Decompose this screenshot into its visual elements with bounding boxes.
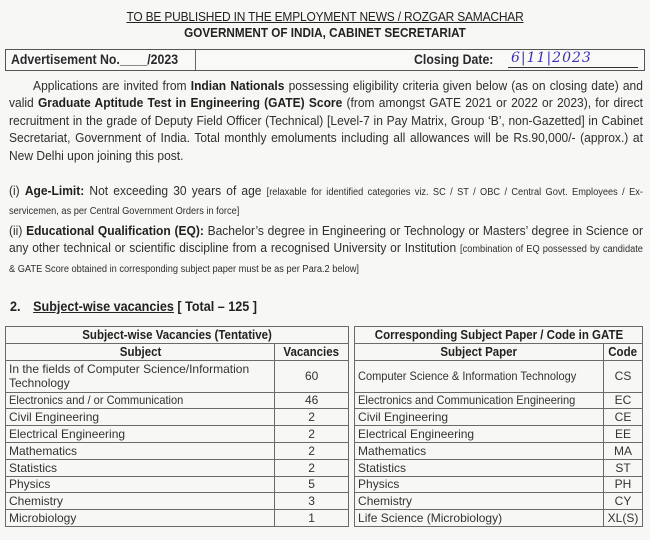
age-limit-paragraph [9, 182, 643, 221]
education-note: [combination of EQ possessed by candidate & GATE Score obtained in corresponding subject paper must be as per Para.2 below] [9, 244, 643, 275]
cell-subject: Statistics [6, 459, 275, 476]
intro-text-1: Applications are invited from [33, 78, 191, 93]
section-total: [ Total – 125 ] [173, 298, 257, 314]
vacancies-table [5, 326, 643, 527]
cell-subject: Microbiology [6, 510, 275, 527]
cell-vacancies: 3 [275, 493, 349, 510]
cell-subject: Electronics and / or Communication [6, 392, 275, 409]
advertisement-box [5, 49, 645, 71]
cell-vacancies: 2 [275, 426, 349, 443]
cell-code: EE [603, 426, 642, 443]
age-limit-label: Age-Limit: [24, 183, 85, 198]
cell-code: PH [603, 476, 642, 493]
cell-code: MA [603, 442, 642, 459]
cell-vacancies: 46 [275, 392, 349, 409]
table-row [6, 426, 643, 443]
cell-subject-paper: Physics [355, 476, 604, 493]
closing-date-underline [508, 67, 638, 68]
intro-paragraph [9, 77, 643, 164]
column-header-subject: Subject [6, 343, 275, 360]
education-number: (ii) [9, 223, 27, 238]
cell-subject-paper: Mathematics [355, 442, 604, 459]
table-row [6, 442, 643, 459]
cell-vacancies: 1 [275, 510, 349, 527]
column-header-subject-paper: Subject Paper [355, 343, 604, 360]
cell-vacancies: 60 [275, 360, 349, 392]
intro-bold-nationals: Indian Nationals [190, 78, 285, 93]
cell-subject-paper: Civil Engineering [355, 409, 604, 426]
publication-header: TO BE PUBLISHED IN THE EMPLOYMENT NEWS / ROZGAR SAMACHAR [126, 9, 524, 24]
age-limit-note: [relaxable for identified categories viz. SC / ST / OBC / Central Govt. Employees / Ex-servicemen, as per Central Government Orders in force] [9, 187, 643, 218]
cell-subject: Chemistry [6, 493, 275, 510]
cell-code: CY [603, 493, 642, 510]
cell-code: ST [603, 459, 642, 476]
table-group-header-row [6, 327, 643, 344]
table-row [6, 459, 643, 476]
intro-text-2: possessing eligibility criteria given below (as on closing date) and valid [9, 78, 643, 111]
section-title: Subject-wise vacancies [33, 298, 174, 314]
table-header-row [6, 343, 643, 360]
table-row [6, 476, 643, 493]
advertisement-number: Advertisement No.____/2023 [11, 51, 179, 67]
section-2-heading [10, 298, 257, 314]
cell-vacancies: 5 [275, 476, 349, 493]
section-number: 2. [10, 298, 21, 314]
table-row [6, 392, 643, 409]
education-label: Educational Qualification (EQ): [26, 223, 204, 238]
cell-subject-paper: Computer Science & Information Technology [355, 360, 604, 392]
age-limit-number: (i) [9, 183, 25, 198]
intro-text-3: (from amongst GATE 2021 or 2022 or 2023), for direct recruitment in the grade of Deputy Field Officer (Technical) [Level-7 in Pay Matrix, Group ‘B’, non-Gazetted] in Cabinet Secretariat, Government of India. Total monthly emoluments including all allowances will be Rs.90,000/- (approx.) at New Delhi upon joining this post. [9, 95, 643, 163]
table-row [6, 493, 643, 510]
cell-subject-paper: Chemistry [355, 493, 604, 510]
cell-subject-paper: Life Science (Microbiology) [355, 510, 604, 527]
cell-subject-paper: Electronics and Communication Engineering [355, 392, 604, 409]
cell-vacancies: 2 [275, 459, 349, 476]
cell-subject: Physics [6, 476, 275, 493]
department-header: GOVERNMENT OF INDIA, CABINET SECRETARIAT [184, 25, 466, 40]
cell-subject: Mathematics [6, 442, 275, 459]
table-row [6, 409, 643, 426]
intro-bold-gate: Graduate Aptitude Test in Engineering (GATE) Score [37, 95, 343, 111]
group-header-vacancies: Subject-wise Vacancies (Tentative) [6, 327, 349, 344]
cell-subject-paper: Electrical Engineering [355, 426, 604, 443]
advertisement-number-cell [6, 50, 196, 70]
cell-vacancies: 2 [275, 442, 349, 459]
column-header-code: Code [603, 343, 642, 360]
cell-subject-paper: Statistics [355, 459, 604, 476]
education-paragraph [9, 222, 643, 278]
group-header-gate: Corresponding Subject Paper / Code in GATE [355, 327, 643, 344]
cell-code: EC [603, 392, 642, 409]
closing-date-value: 6|11|2023 [511, 50, 592, 66]
column-header-vacancies: Vacancies [275, 343, 349, 360]
cell-code: XL(S) [603, 510, 642, 527]
cell-vacancies: 2 [275, 409, 349, 426]
closing-date-cell [196, 50, 644, 70]
age-limit-text: Not exceeding 30 years of age [84, 183, 267, 198]
table-row [6, 360, 643, 392]
cell-subject: Civil Engineering [6, 409, 275, 426]
cell-subject: In the fields of Computer Science/Information Technology [6, 360, 275, 392]
table-row [6, 510, 643, 527]
cell-code: CS [603, 360, 642, 392]
cell-subject: Electrical Engineering [6, 426, 275, 443]
education-text: Bachelor’s degree in Engineering or Technology or Masters’ degree in Science or any other technical or scientific discipline from a recognised University or Institution [9, 223, 643, 256]
closing-date-label: Closing Date: [414, 51, 494, 67]
cell-code: CE [603, 409, 642, 426]
